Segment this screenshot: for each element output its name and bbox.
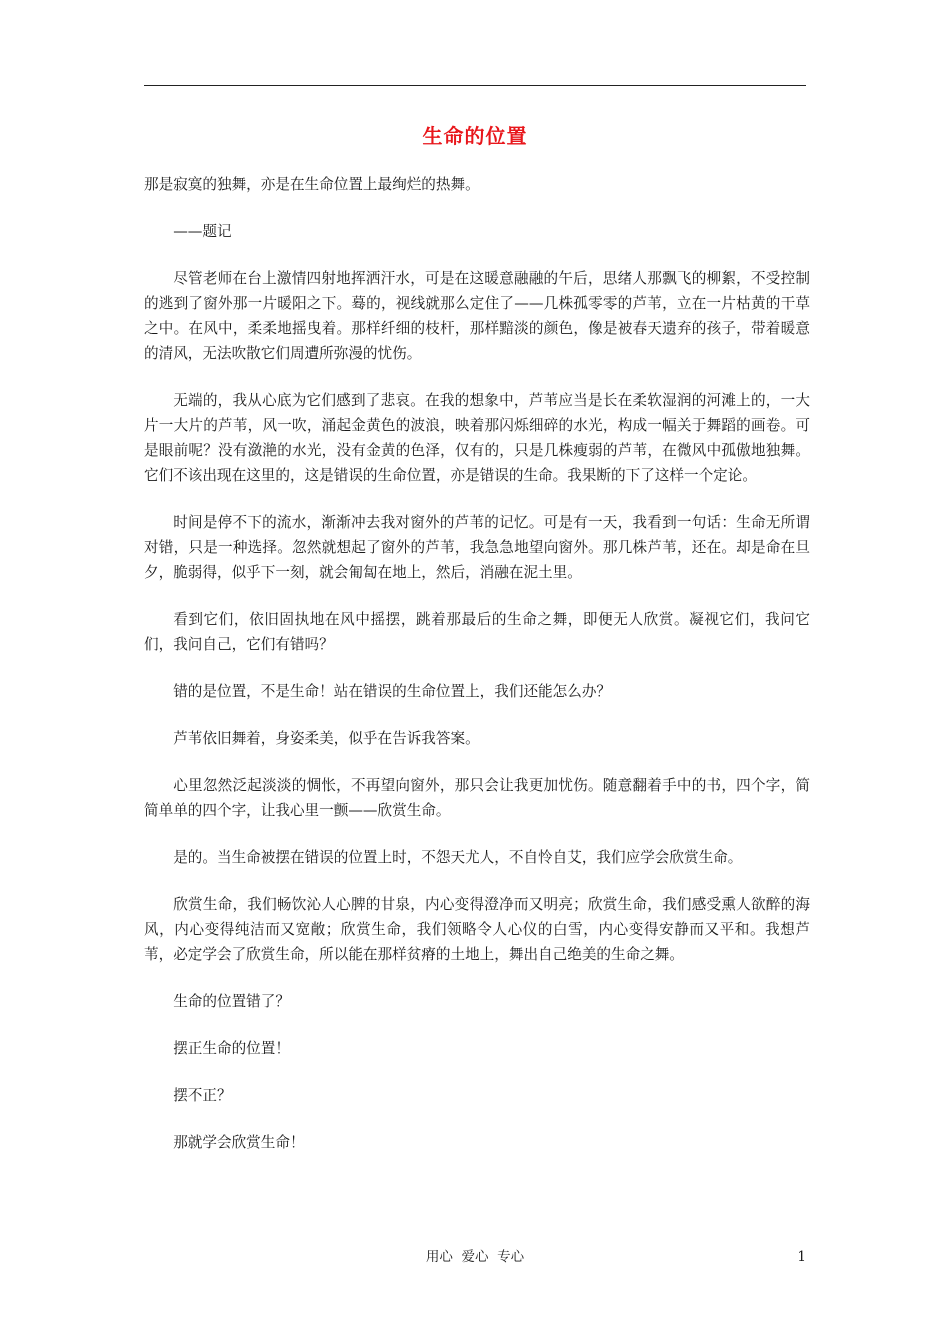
- paragraph: 摆不正？: [173, 1087, 232, 1104]
- paragraph: 那就学会欣赏生命！: [173, 1134, 305, 1151]
- paragraph: 无端的，我从心底为它们感到了悲哀。在我的想象中，芦苇应当是长在柔软湿润的河滩上的，一大片一大片的芦苇，风一吹，涌起金黄色的波浪，映着那闪烁细碎的水光，构成一幅关于舞蹈的画卷。可是眼前呢？没有潋滟的水光，没有金黄的色泽，仅有的，只是几株瘦弱的芦苇，在微风中孤傲地独舞。它们不该出现在这里的，这是错误的生命位置，亦是错误的生命。我果断的下了这样一个定论。: [144, 392, 810, 484]
- paragraph: 尽管老师在台上激情四射地挥洒汗水，可是在这暖意融融的午后，思绪人那飘飞的柳絮，不受控制的逃到了窗外那一片暖阳之下。蓦的，视线就那么定住了——几株孤零零的芦苇，立在一片枯黄的干草之中。在风中，柔柔地摇曳着。那样纤细的枝杆，那样黯淡的颜色，像是被春天遗弃的孩子，带着暖意的清风，无法吹散它们周遭所弥漫的忧伤。: [144, 270, 810, 362]
- document-title: 生命的位置: [422, 124, 528, 148]
- footer-motto: 用心 爱心 专心: [425, 1249, 525, 1265]
- header-rule: [144, 85, 806, 86]
- paragraph: 欣赏生命，我们畅饮沁人心脾的甘泉，内心变得澄净而又明亮；欣赏生命，我们感受熏人欲醉的海风，内心变得纯洁而又宽敞；欣赏生命，我们领略令人心仪的白雪，内心变得安静而又平和。我想芦苇，必定学会了欣赏生命，所以能在那样贫瘠的土地上，舞出自己绝美的生命之舞。: [144, 896, 810, 963]
- paragraph: 芦苇依旧舞着，身姿柔美，似乎在告诉我答案。: [173, 730, 480, 747]
- paragraph: 心里忽然泛起淡淡的惆怅，不再望向窗外，那只会让我更加忧伤。随意翻着手中的书，四个字，简简单单的四个字，让我心里一颤——欣赏生命。: [144, 777, 810, 819]
- paragraph: 看到它们，依旧固执地在风中摇摆，跳着那最后的生命之舞，即便无人欣赏。凝视它们，我问它们，我问自己，它们有错吗？: [144, 611, 810, 653]
- paragraph: 是的。当生命被摆在错误的位置上时，不怨天尤人，不自怜自艾，我们应学会欣赏生命。: [173, 849, 743, 866]
- epigraph: 那是寂寞的独舞，亦是在生命位置上最绚烂的热舞。: [144, 176, 480, 193]
- paragraph: 生命的位置错了？: [173, 993, 290, 1010]
- paragraph: 错的是位置，不是生命！站在错误的生命位置上，我们还能怎么办？: [173, 683, 612, 700]
- paragraph: 时间是停不下的流水，渐渐冲去我对窗外的芦苇的记忆。可是有一天，我看到一句话：生命无所谓对错，只是一种选择。忽然就想起了窗外的芦苇，我急急地望向窗外。那几株芦苇，还在。却是命在旦夕，脆弱得，似乎下一刻，就会匍匐在地上，然后，消融在泥土里。: [144, 514, 810, 581]
- page-number: 1: [797, 1249, 806, 1265]
- paragraph: 摆正生命的位置！: [173, 1040, 290, 1057]
- document-body: [144, 172, 810, 1177]
- epigraph-attribution: ——题记: [173, 223, 232, 240]
